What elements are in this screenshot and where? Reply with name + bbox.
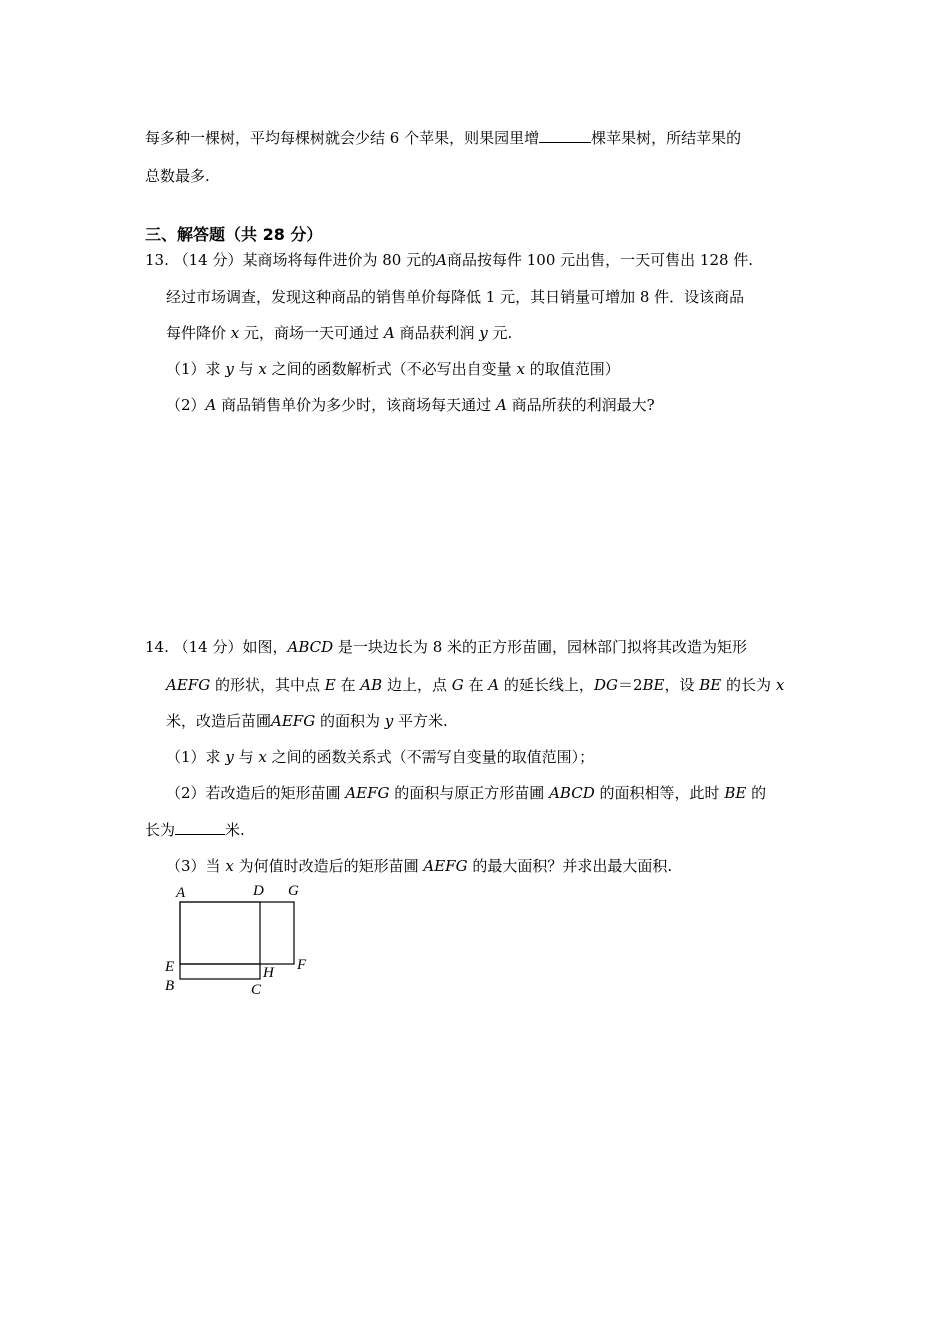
label-e: E [165,959,175,975]
geometry-figure [150,875,350,1005]
q14-part-2: （2）若改造后的矩形苗圃 AEFG 的面积与原正方形苗圃 ABCD 的面积相等，此时 BE 的 [166,784,767,802]
q14-line-1: 14. （14 分）如图，ABCD 是一块边长为 8 米的正方形苗圃，园林部门拟将其改造为矩形 [145,638,748,656]
square-abcd [180,902,260,979]
answer-blank [175,820,225,835]
label-g: G [288,883,299,899]
label-b: B [165,978,175,994]
section-heading: 三、解答题（共 28 分） [145,225,323,244]
question-number: 14. [145,638,169,656]
question-number: 13. [145,251,169,269]
q12-line-1: 每多种一棵树，平均每棵树就会少结 6 个苹果，则果园里增 棵苹果树，所结苹果的 [145,129,742,147]
rect-aefg [180,902,294,964]
q13-part-2: （2）A 商品销售单价为多少时，该商场每天通过 A 商品所获的利润最大? [166,396,655,414]
q13-line-3: 每件降价 x 元，商场一天可通过 A 商品获利润 y 元. [166,324,513,342]
q13-line-1: 13. （14 分）某商场将每件进价为 80 元的A商品按每件 100 元出售，一天可售出 128 件. [145,251,754,269]
q14-line-2: AEFG 的形状，其中点 E 在 AB 边上，点 G 在 A 的延长线上，DG＝2BE，设 BE 的长为 x [166,676,785,694]
label-d: D [253,883,264,899]
q14-line-3: 米，改造后苗圃AEFG 的面积为 y 平方米. [166,712,448,730]
label-h: H [263,965,274,981]
label-f: F [297,957,307,973]
q13-part-1: （1）求 y 与 x 之间的函数解析式（不必写出自变量 x 的取值范围） [166,360,620,378]
label-c: C [251,982,262,998]
q12-line-2: 总数最多. [145,167,210,185]
q14-part-2-cont: 长为 米. [145,821,245,839]
q14-part-1: （1）求 y 与 x 之间的函数关系式（不需写自变量的取值范围）； [166,748,595,766]
q14-part-3: （3）当 x 为何值时改造后的矩形苗圃 AEFG 的最大面积？并求出最大面积. [166,857,673,875]
q13-line-2: 经过市场调查，发现这种商品的销售单价每降低 1 元，其日销量可增加 8 件．设该商品 [166,288,745,306]
answer-blank [539,128,591,143]
label-a: A [176,885,186,901]
